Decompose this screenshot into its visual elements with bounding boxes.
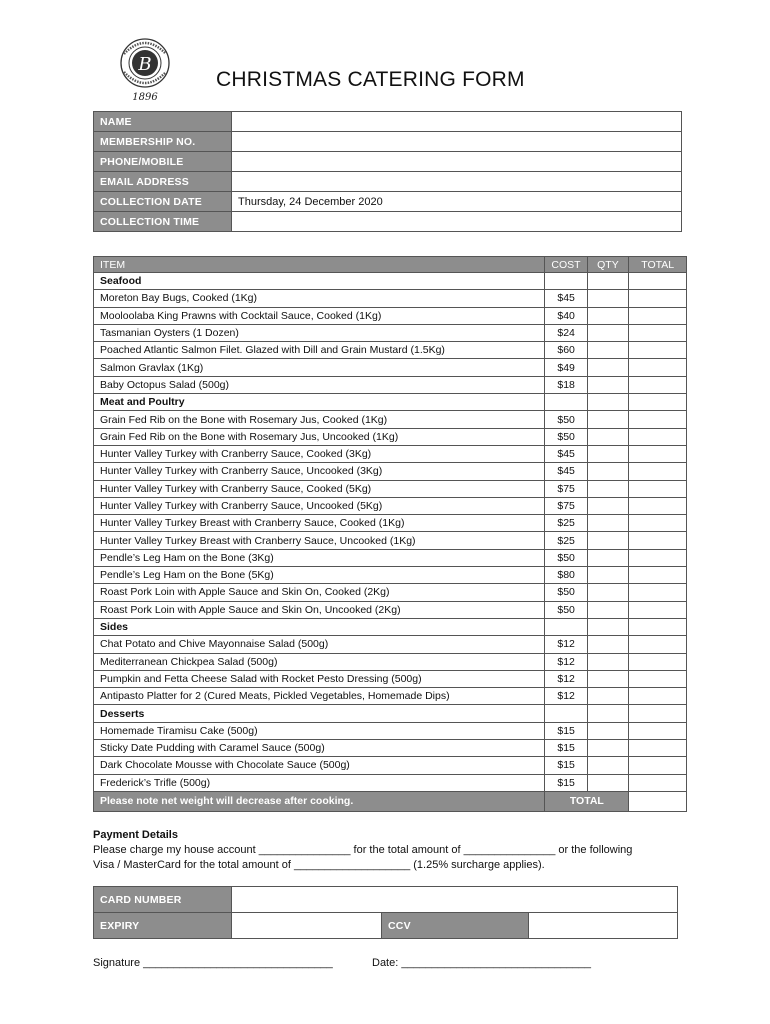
qty-cell[interactable] [587, 497, 629, 514]
qty-cell[interactable] [587, 601, 629, 618]
total-cell[interactable] [629, 497, 687, 514]
item-name: Pendle’s Leg Ham on the Bone (5Kg) [94, 567, 545, 584]
total-cell [629, 273, 687, 290]
category-name: Meat and Poultry [94, 394, 545, 411]
item-cost: $80 [545, 567, 587, 584]
member-row [94, 172, 682, 192]
total-cell[interactable] [629, 532, 687, 549]
item-name: Homemade Tiramisu Cake (500g) [94, 722, 545, 739]
item-cost: $50 [545, 411, 587, 428]
qty-cell [587, 705, 629, 722]
category-row [94, 394, 687, 411]
qty-cell[interactable] [587, 653, 629, 670]
item-row [94, 567, 687, 584]
qty-cell[interactable] [587, 324, 629, 341]
member-field-label: NAME [94, 112, 232, 132]
category-name: Sides [94, 618, 545, 635]
qty-header: QTY [587, 257, 629, 273]
qty-cell[interactable] [587, 428, 629, 445]
member-field-label: EMAIL ADDRESS [94, 172, 232, 192]
total-cell[interactable] [629, 480, 687, 497]
member-row [94, 192, 682, 212]
member-field-input[interactable] [232, 132, 682, 152]
item-row [94, 497, 687, 514]
item-name: Roast Pork Loin with Apple Sauce and Skin On, Uncooked (2Kg) [94, 601, 545, 618]
item-row [94, 307, 687, 324]
order-table [93, 256, 687, 812]
qty-cell[interactable] [587, 532, 629, 549]
qty-cell[interactable] [587, 740, 629, 757]
item-name: Hunter Valley Turkey with Cranberry Sauce, Cooked (3Kg) [94, 445, 545, 462]
member-field-label: PHONE/MOBILE [94, 152, 232, 172]
item-row [94, 515, 687, 532]
item-cost [545, 273, 587, 290]
total-cell[interactable] [629, 653, 687, 670]
item-cost: $12 [545, 653, 587, 670]
expiry-field[interactable] [232, 913, 382, 939]
member-field-label: MEMBERSHIP NO. [94, 132, 232, 152]
weight-note: Please note net weight will decrease after cooking. [94, 791, 545, 811]
item-row [94, 428, 687, 445]
cost-header: COST [545, 257, 587, 273]
qty-cell[interactable] [587, 549, 629, 566]
item-cost: $45 [545, 463, 587, 480]
payment-heading: Payment Details [93, 829, 178, 841]
qty-cell[interactable] [587, 757, 629, 774]
total-cell [629, 618, 687, 635]
payment-line-2: Visa / MasterCard for the total amount of ___________________ (1.25% surcharge applies). [93, 859, 545, 871]
item-name: Dark Chocolate Mousse with Chocolate Sauce (500g) [94, 757, 545, 774]
payment-details [93, 828, 632, 873]
item-cost: $50 [545, 549, 587, 566]
order-header-row [94, 257, 687, 273]
member-field-input[interactable]: Thursday, 24 December 2020 [232, 192, 682, 212]
category-row [94, 273, 687, 290]
item-row [94, 757, 687, 774]
qty-cell[interactable] [587, 688, 629, 705]
total-cell[interactable] [629, 342, 687, 359]
total-cell[interactable] [629, 515, 687, 532]
total-cell[interactable] [629, 774, 687, 791]
total-cell[interactable] [629, 463, 687, 480]
item-cost: $15 [545, 774, 587, 791]
item-cost: $24 [545, 324, 587, 341]
item-cost: $12 [545, 670, 587, 687]
qty-cell[interactable] [587, 774, 629, 791]
item-cost: $45 [545, 290, 587, 307]
item-cost [545, 705, 587, 722]
qty-cell [587, 394, 629, 411]
item-name: Mediterranean Chickpea Salad (500g) [94, 653, 545, 670]
qty-cell[interactable] [587, 445, 629, 462]
member-field-input[interactable] [232, 212, 682, 232]
item-row [94, 324, 687, 341]
member-field-label: COLLECTION DATE [94, 192, 232, 212]
item-row [94, 463, 687, 480]
item-name: Pendle’s Leg Ham on the Bone (3Kg) [94, 549, 545, 566]
qty-cell[interactable] [587, 376, 629, 393]
total-cell[interactable] [629, 601, 687, 618]
item-cost [545, 618, 587, 635]
qty-cell[interactable] [587, 411, 629, 428]
item-name: Hunter Valley Turkey with Cranberry Sauce, Uncooked (5Kg) [94, 497, 545, 514]
qty-cell[interactable] [587, 480, 629, 497]
category-row [94, 618, 687, 635]
category-name: Desserts [94, 705, 545, 722]
item-cost [545, 394, 587, 411]
item-name: Grain Fed Rib on the Bone with Rosemary Jus, Uncooked (1Kg) [94, 428, 545, 445]
total-cell[interactable] [629, 549, 687, 566]
total-label: TOTAL [545, 791, 629, 811]
form-title: CHRISTMAS CATERING FORM [216, 68, 525, 91]
total-cell[interactable] [629, 445, 687, 462]
ccv-label: CCV [382, 913, 529, 939]
total-cell[interactable] [629, 324, 687, 341]
item-name: Mooloolaba King Prawns with Cocktail Sauce, Cooked (1Kg) [94, 307, 545, 324]
svg-text:B: B [138, 54, 152, 75]
item-name: Grain Fed Rib on the Bone with Rosemary Jus, Cooked (1Kg) [94, 411, 545, 428]
item-row [94, 532, 687, 549]
item-name: Salmon Gravlax (1Kg) [94, 359, 545, 376]
item-row [94, 688, 687, 705]
total-cell[interactable] [629, 722, 687, 739]
item-name: Hunter Valley Turkey with Cranberry Sauce, Uncooked (3Kg) [94, 463, 545, 480]
total-cell[interactable] [629, 290, 687, 307]
total-cell[interactable] [629, 740, 687, 757]
signature-line[interactable]: Signature _______________________________ [93, 957, 333, 969]
ccv-field[interactable] [529, 913, 678, 939]
item-cost: $75 [545, 497, 587, 514]
member-field-input[interactable] [232, 172, 682, 192]
category-row [94, 705, 687, 722]
total-cell [629, 394, 687, 411]
item-row [94, 774, 687, 791]
item-row [94, 549, 687, 566]
item-row [94, 445, 687, 462]
item-cost: $12 [545, 688, 587, 705]
total-cell[interactable] [629, 688, 687, 705]
total-cell[interactable] [629, 567, 687, 584]
total-cell[interactable] [629, 359, 687, 376]
total-cell[interactable] [629, 670, 687, 687]
card-number-label: CARD NUMBER [94, 887, 232, 913]
total-header: TOTAL [629, 257, 687, 273]
item-name: Pumpkin and Fetta Cheese Salad with Rocket Pesto Dressing (500g) [94, 670, 545, 687]
qty-cell[interactable] [587, 567, 629, 584]
item-cost: $50 [545, 428, 587, 445]
item-row [94, 722, 687, 739]
qty-cell[interactable] [587, 515, 629, 532]
payment-line-1: Please charge my house account _______________ for the total amount of _______________ or the following [93, 844, 633, 856]
total-cell[interactable] [629, 584, 687, 601]
item-cost: $49 [545, 359, 587, 376]
item-cost: $15 [545, 757, 587, 774]
category-name: Seafood [94, 273, 545, 290]
qty-cell[interactable] [587, 636, 629, 653]
qty-cell [587, 273, 629, 290]
item-cost: $15 [545, 722, 587, 739]
item-name: Tasmanian Oysters (1 Dozen) [94, 324, 545, 341]
qty-cell[interactable] [587, 584, 629, 601]
item-cost: $60 [545, 342, 587, 359]
total-cell[interactable] [629, 757, 687, 774]
card-table [93, 886, 678, 939]
qty-cell [587, 618, 629, 635]
qty-cell[interactable] [587, 290, 629, 307]
item-cost: $15 [545, 740, 587, 757]
item-name: Baby Octopus Salad (500g) [94, 376, 545, 393]
qty-cell[interactable] [587, 722, 629, 739]
member-field-label: COLLECTION TIME [94, 212, 232, 232]
svg-text:1896: 1896 [132, 92, 158, 103]
item-cost: $25 [545, 515, 587, 532]
member-field-input[interactable] [232, 112, 682, 132]
item-row [94, 359, 687, 376]
member-row [94, 132, 682, 152]
grand-total-cell[interactable] [629, 791, 687, 811]
item-row [94, 653, 687, 670]
item-row [94, 342, 687, 359]
item-cost: $25 [545, 532, 587, 549]
qty-cell[interactable] [587, 342, 629, 359]
item-row [94, 290, 687, 307]
member-row [94, 212, 682, 232]
total-cell[interactable] [629, 376, 687, 393]
date-line[interactable]: Date: _______________________________ [372, 957, 591, 969]
total-cell[interactable] [629, 411, 687, 428]
item-row [94, 670, 687, 687]
expiry-label: EXPIRY [94, 913, 232, 939]
qty-cell[interactable] [587, 307, 629, 324]
item-name: Hunter Valley Turkey with Cranberry Sauce, Cooked (5Kg) [94, 480, 545, 497]
item-name: Poached Atlantic Salmon Filet. Glazed with Dill and Grain Mustard (1.5Kg) [94, 342, 545, 359]
item-row [94, 411, 687, 428]
item-name: Hunter Valley Turkey Breast with Cranberry Sauce, Cooked (1Kg) [94, 515, 545, 532]
club-logo [118, 36, 172, 106]
item-name: Hunter Valley Turkey Breast with Cranberry Sauce, Uncooked (1Kg) [94, 532, 545, 549]
item-cost: $50 [545, 601, 587, 618]
item-cost: $40 [545, 307, 587, 324]
total-cell[interactable] [629, 307, 687, 324]
item-row [94, 636, 687, 653]
item-cost: $18 [545, 376, 587, 393]
member-details-table [93, 111, 682, 232]
item-row [94, 740, 687, 757]
item-header: ITEM [94, 257, 545, 273]
qty-cell[interactable] [587, 670, 629, 687]
item-cost: $75 [545, 480, 587, 497]
item-cost: $50 [545, 584, 587, 601]
item-cost: $45 [545, 445, 587, 462]
qty-cell[interactable] [587, 359, 629, 376]
item-name: Sticky Date Pudding with Caramel Sauce (500g) [94, 740, 545, 757]
item-name: Moreton Bay Bugs, Cooked (1Kg) [94, 290, 545, 307]
member-field-input[interactable] [232, 152, 682, 172]
item-row [94, 584, 687, 601]
member-row [94, 152, 682, 172]
qty-cell[interactable] [587, 463, 629, 480]
item-row [94, 480, 687, 497]
item-name: Roast Pork Loin with Apple Sauce and Skin On, Cooked (2Kg) [94, 584, 545, 601]
item-cost: $12 [545, 636, 587, 653]
item-name: Antipasto Platter for 2 (Cured Meats, Pickled Vegetables, Homemade Dips) [94, 688, 545, 705]
item-row [94, 376, 687, 393]
order-footer-row [94, 791, 687, 811]
member-row [94, 112, 682, 132]
item-row [94, 601, 687, 618]
total-cell [629, 705, 687, 722]
total-cell[interactable] [629, 428, 687, 445]
total-cell[interactable] [629, 636, 687, 653]
item-name: Frederick’s Trifle (500g) [94, 774, 545, 791]
card-number-field[interactable] [232, 887, 678, 913]
item-name: Chat Potato and Chive Mayonnaise Salad (500g) [94, 636, 545, 653]
